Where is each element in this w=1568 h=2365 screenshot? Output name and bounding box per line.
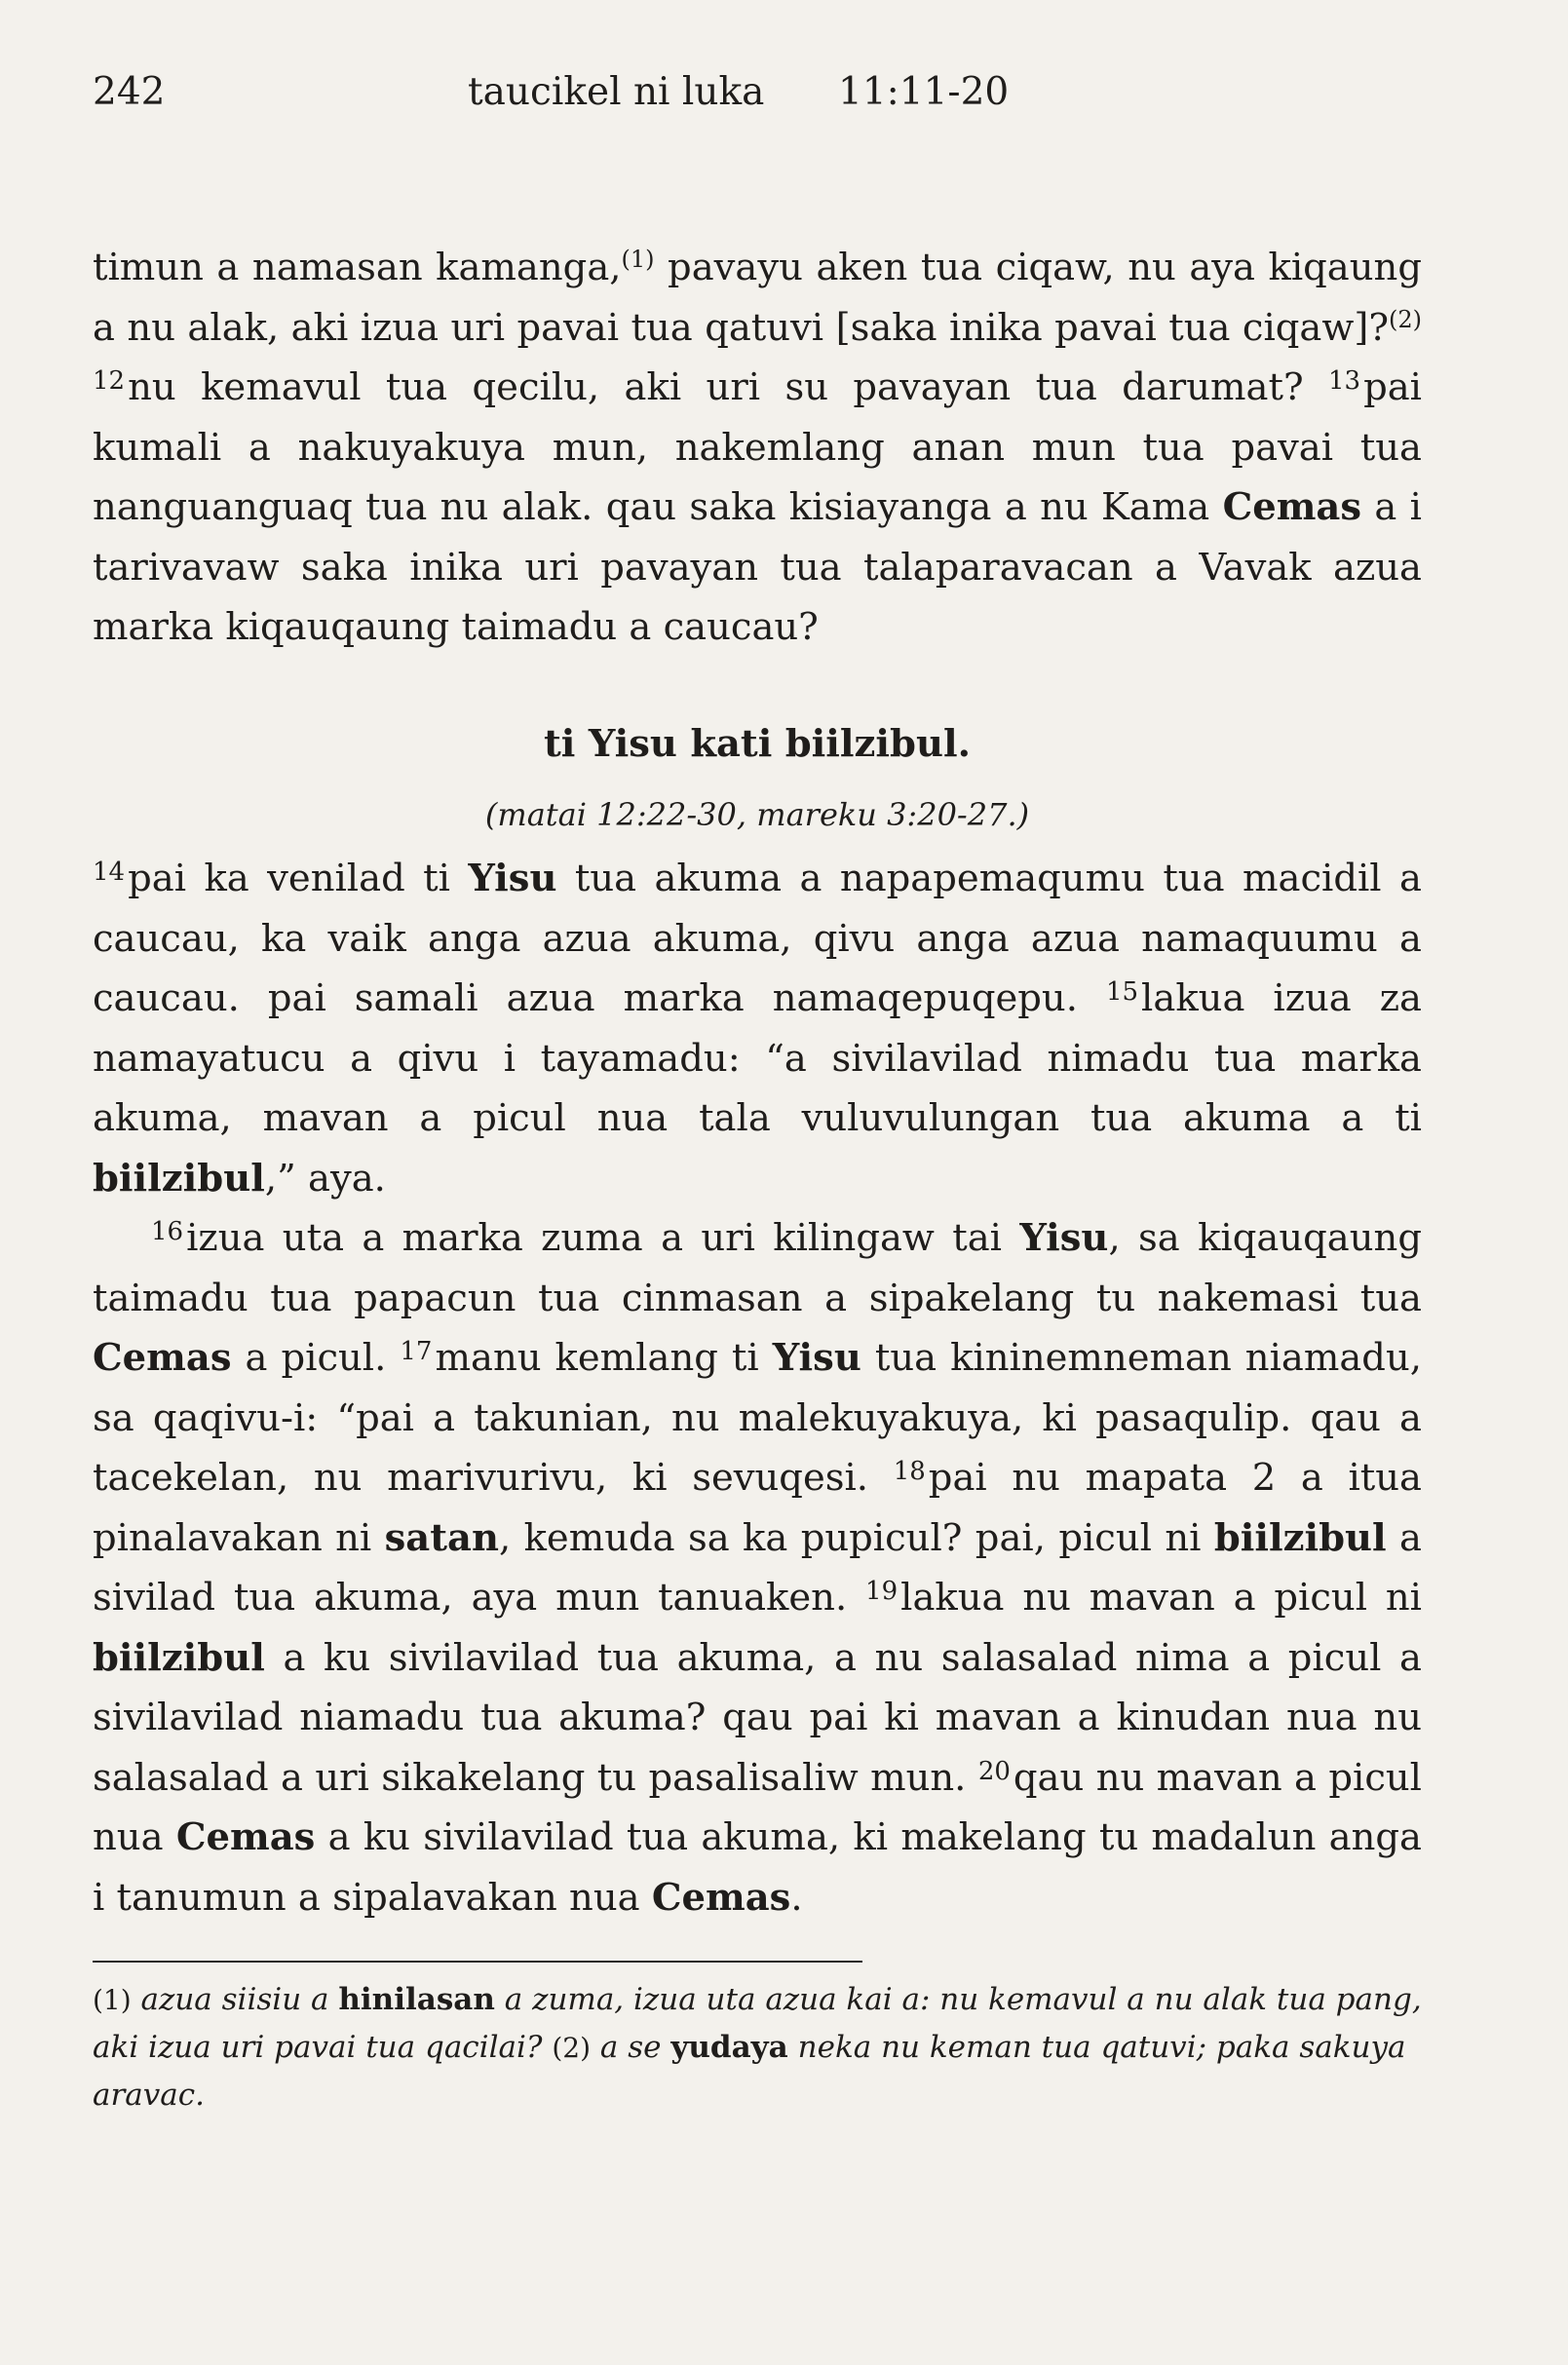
verse-number: 13 <box>1327 366 1361 396</box>
text-run: ,” aya. <box>264 1156 386 1201</box>
paragraph-verses-16-20 <box>93 1208 1422 1927</box>
text-run: lakua nu mavan a picul ni <box>900 1576 1422 1620</box>
text-run: manu kemlang ti <box>435 1336 773 1380</box>
section-heading: ti Yisu kati biilzibul. <box>544 721 971 766</box>
footnote-marker: (2) <box>1389 305 1422 333</box>
text-run: , kemuda sa ka pupicul? pai, picul ni <box>498 1515 1214 1560</box>
footnote-number: (2) <box>552 2032 592 2064</box>
text-run: timun a namasan kamanga, <box>93 246 622 289</box>
text-run: qau nu mavan a picul nua <box>93 1755 1422 1859</box>
name-biilzibul: biilzibul <box>1213 1515 1387 1560</box>
name-yisu: Yisu <box>468 857 557 900</box>
footnote-number: (1) <box>93 1984 132 2016</box>
text-run: a ku sivilavilad tua akuma, ki makelang tu madalun anga i tanumun a sipalavakan nua <box>93 1815 1422 1920</box>
divine-name: Cemas <box>651 1875 791 1920</box>
verse-number: 18 <box>893 1457 926 1486</box>
verse-number: 17 <box>400 1337 433 1366</box>
book-title: taucikel ni luka <box>468 70 765 114</box>
text-run: a sivilad tua akuma, aya mun tanuaken. <box>93 1515 1422 1620</box>
text-run: a i tarivavaw saka inika uri pavayan tua talaparavacan a Vavak azua marka kiqauqaung taimadu a caucau? <box>93 485 1422 649</box>
text-run: pavayu aken tua ciqaw, nu aya kiqaung a nu alak, aki izua uri pavai tua qatuvi [saka inika pavai tua ciqaw]? <box>93 246 1422 350</box>
verse-number: 19 <box>865 1577 899 1606</box>
footnote-text: neka nu keman tua qatuvi; paka sakuya aravac. <box>93 2030 1406 2113</box>
footnote-text: azua siisiu a <box>131 1982 339 2017</box>
name-yisu: Yisu <box>772 1336 861 1380</box>
body-text <box>93 238 1422 1927</box>
page-number: 242 <box>93 70 166 114</box>
footnote-text: a se <box>591 2030 671 2065</box>
verse-number: 14 <box>93 858 126 887</box>
verse-number: 16 <box>151 1217 184 1246</box>
text-run: , sa kiqauqaung taimadu tua papacun tua cinmasan a sipakelang tu nakemasi tua <box>93 1216 1422 1320</box>
chapter-reference: 11:11-20 <box>838 70 1010 114</box>
footnote-text: a zuma, izua uta azua kai a: nu kemavul a nu alak tua pang, aki izua uri pavai tua qacilai? <box>93 1982 1422 2065</box>
verse-number: 20 <box>977 1756 1011 1786</box>
footnote-divider <box>93 1961 862 1963</box>
parallel-references: (matai 12:22-30, mareku 3:20-27.) <box>484 796 1030 833</box>
text-run: a ku sivilavilad tua akuma, a nu salasalad nima a picul a sivilavilad niamadu tua akuma? qau pai ki mavan a kinudan nua nu salasalad a uri sikakelang tu pasalisaliw mun. <box>93 1635 1422 1800</box>
text-run: izua uta a marka zuma a uri kilingaw tai <box>186 1216 1020 1260</box>
name-biilzibul: biilzibul <box>93 1635 265 1680</box>
running-header <box>93 70 1422 129</box>
text-run: pai kumali a nakuyakuya mun, nakemlang anan mun tua pavai tua nanguanguaq tua nu alak. qau saka kisiayanga a nu Kama <box>93 365 1422 529</box>
divine-name: Cemas <box>93 1336 232 1380</box>
name-biilzibul: biilzibul <box>93 1156 265 1201</box>
footnote-term: yudaya <box>670 2030 788 2065</box>
text-run: a picul. <box>231 1336 401 1380</box>
text-run: lakua izua za namayatucu a qivu i tayamadu: “a sivilavilad nimadu tua marka akuma, mavan a picul nua tala vuluvulungan tua akuma a ti <box>93 976 1422 1140</box>
footnote-term: hinilasan <box>338 1982 495 2017</box>
verse-number: 15 <box>1105 977 1139 1007</box>
divine-name: Cemas <box>1222 485 1362 529</box>
footnotes <box>93 1976 1422 2119</box>
text-run: nu kemavul tua qecilu, aki uri su pavayan tua darumat? <box>128 365 1328 409</box>
text-run: tua akuma a napapemaqumu tua macidil a caucau, ka vaik anga azua akuma, qivu anga azua namaquumu a caucau. pai samali azua marka namaqepuqepu. <box>93 857 1422 1020</box>
text-run: pai nu mapata 2 a itua pinalavakan ni <box>93 1456 1422 1560</box>
name-yisu: Yisu <box>1019 1216 1109 1260</box>
text-run: . <box>790 1875 803 1920</box>
verse-number: 12 <box>93 366 126 396</box>
divine-name: Cemas <box>175 1815 316 1859</box>
footnote-marker: (1) <box>621 246 655 273</box>
paragraph-verses-14-15 <box>93 849 1422 1208</box>
text-run: pai ka venilad ti <box>128 857 469 900</box>
opening-paragraph <box>93 238 1422 658</box>
name-satan: satan <box>384 1515 499 1560</box>
text-run: tua kininemneman niamadu, sa qaqivu-i: “pai a takunian, nu malekuyakuya, ki pasaqulip. qau a tacekelan, nu marivurivu, ki sevuqesi. <box>93 1336 1422 1500</box>
